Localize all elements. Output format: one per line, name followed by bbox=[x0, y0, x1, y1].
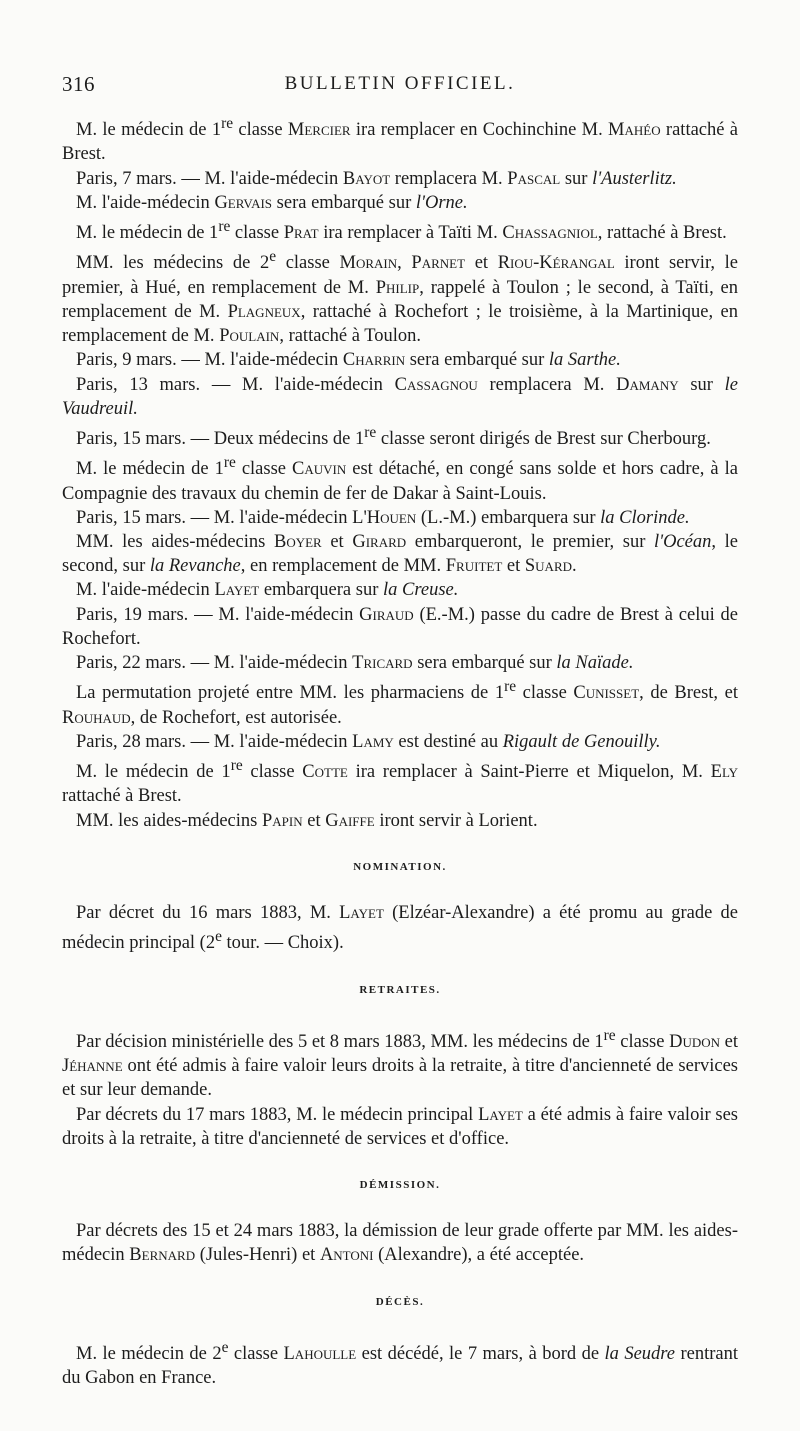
paragraph bbox=[62, 348, 738, 372]
text-run: embarqueront, le premier, sur bbox=[406, 532, 654, 553]
text-run: ira remplacer à Saint-Pierre et Miquelon, M. bbox=[347, 762, 711, 783]
ship-name: la Sarthe. bbox=[548, 350, 621, 371]
person-name: Chassagniol bbox=[502, 223, 598, 244]
superscript: re bbox=[223, 454, 236, 472]
text-run: sur bbox=[560, 168, 593, 189]
paragraph bbox=[62, 901, 738, 956]
text-run: remplacera M. bbox=[390, 168, 508, 189]
superscript: re bbox=[603, 1026, 616, 1044]
text-run: , rappelé à Toulon ; le second, à Taïti, en remplacement de M. bbox=[62, 277, 738, 322]
person-name: Mahéo bbox=[608, 120, 661, 141]
page-number: 316 bbox=[62, 72, 95, 96]
text-run: Par décision ministérielle des 5 et 8 mars 1883, MM. les médecins de 1 bbox=[76, 1031, 604, 1052]
text-run: , bbox=[397, 253, 412, 274]
ship-name: l'Océan bbox=[654, 532, 712, 553]
text-run: ira remplacer en Cochinchine M. bbox=[350, 120, 609, 141]
text-run: Paris, 22 mars. — M. l'aide-médecin bbox=[76, 653, 353, 674]
person-name: Gaiffe bbox=[325, 810, 375, 831]
ship-name: la Creuse. bbox=[383, 580, 459, 601]
person-name: Suard bbox=[524, 556, 572, 577]
text-run: a été admis à faire valoir ses droits à la retraite, à titre d'ancienneté de services et d'office. bbox=[62, 1104, 738, 1149]
person-name: Parnet bbox=[411, 253, 466, 274]
text-run: M. le médecin de 1 bbox=[76, 459, 224, 480]
paragraph bbox=[62, 809, 738, 833]
text-run: , de Brest, et bbox=[639, 683, 738, 704]
superscript: e bbox=[269, 248, 277, 266]
text-run: rentrant du Gabon en France. bbox=[62, 1343, 738, 1389]
ship-name: la Naïade. bbox=[556, 653, 634, 674]
paragraph bbox=[62, 603, 738, 651]
person-name: Lahoulle bbox=[283, 1343, 357, 1364]
person-name: Layet bbox=[214, 580, 260, 601]
text-run: Paris, 19 mars. — M. l'aide-médecin bbox=[76, 604, 360, 625]
text-run: sur bbox=[678, 374, 725, 395]
text-run: MM. les médecins de 2 bbox=[76, 253, 270, 274]
person-name: Girard bbox=[352, 532, 407, 553]
superscript: re bbox=[221, 115, 234, 132]
text-run: , rattaché à Rochefort ; le troisième, à la Martinique, en remplacement de M. bbox=[62, 301, 738, 347]
person-name: Damany bbox=[616, 374, 679, 395]
text-run: Paris, 13 mars. — M. l'aide-médecin bbox=[76, 374, 395, 395]
person-name: Cotte bbox=[302, 762, 348, 783]
paragraph bbox=[62, 675, 738, 730]
text-run: MM. les aides-médecins bbox=[76, 532, 274, 553]
superscript: re bbox=[364, 423, 377, 441]
paragraph bbox=[62, 1219, 738, 1267]
person-name: Mercier bbox=[287, 120, 351, 141]
text-run: (Alexandre), a été acceptée. bbox=[373, 1245, 585, 1266]
paragraph bbox=[62, 167, 738, 191]
person-name: Giraud bbox=[359, 604, 414, 625]
paragraph bbox=[62, 651, 738, 675]
text-run: iront servir à Lorient. bbox=[374, 810, 538, 831]
person-name: Tricard bbox=[352, 653, 413, 674]
person-name: Cauvin bbox=[292, 459, 347, 480]
paragraph bbox=[62, 506, 738, 530]
text-run: Par décrets du 17 mars 1883, M. le médecin principal bbox=[76, 1104, 479, 1125]
text-run: classe bbox=[615, 1031, 670, 1052]
text-run: classe bbox=[233, 120, 288, 141]
text-run: sera embarqué sur bbox=[412, 653, 557, 674]
text-run: . bbox=[572, 556, 577, 577]
text-run: sera embarqué sur bbox=[405, 350, 549, 371]
text-run: M. l'aide-médecin bbox=[76, 580, 215, 601]
text-run: rattaché à Brest. bbox=[62, 786, 182, 807]
text-run: Paris, 28 mars. — M. l'aide-médecin bbox=[76, 731, 353, 752]
section-heading: DÉCÈS. bbox=[375, 1295, 425, 1308]
person-name: Prat bbox=[283, 223, 319, 244]
text-run: M. le médecin de 1 bbox=[76, 120, 222, 141]
text-run: M. le médecin de 2 bbox=[76, 1343, 222, 1364]
text-run: classe bbox=[242, 762, 303, 783]
text-run: ont été admis à faire valoir leurs droits à la retraite, à titre d'ancienneté de services et sur leur demande. bbox=[62, 1056, 738, 1101]
person-name: Boyer bbox=[273, 532, 322, 553]
ship-name: la Seudre bbox=[604, 1343, 676, 1364]
person-name: Cassagnou bbox=[394, 374, 478, 395]
text-run: classe bbox=[276, 253, 340, 274]
person-name: Layet bbox=[478, 1104, 523, 1125]
section-heading: RETRAITES. bbox=[359, 983, 441, 996]
superscript: re bbox=[218, 217, 231, 235]
text-run: rattaché à Brest. bbox=[62, 120, 739, 165]
text-run: Paris, 9 mars. — M. l'aide-médecin bbox=[76, 350, 343, 371]
person-name: Lamy bbox=[352, 731, 394, 752]
body-text bbox=[62, 112, 738, 1390]
ship-name: la Clorinde. bbox=[600, 507, 690, 528]
text-run: MM. les aides-médecins bbox=[76, 810, 262, 831]
text-run: classe bbox=[228, 1343, 284, 1364]
text-run: embarquera sur bbox=[259, 580, 383, 601]
person-name: L'Houen bbox=[352, 507, 417, 528]
section-heading: DÉMISSION. bbox=[359, 1178, 441, 1191]
ship-name: l'Austerlitz. bbox=[592, 168, 677, 189]
text-run: classe bbox=[235, 459, 293, 480]
person-name: Papin bbox=[262, 810, 303, 831]
paragraph bbox=[62, 215, 738, 245]
text-run: , le second, sur bbox=[62, 532, 738, 577]
paragraph bbox=[62, 578, 738, 602]
paragraph bbox=[62, 421, 738, 451]
text-run: et bbox=[720, 1031, 738, 1052]
person-name: Morain bbox=[339, 253, 398, 274]
text-run: M. l'aide-médecin bbox=[76, 192, 215, 213]
text-run: Paris, 15 mars. — Deux médecins de 1 bbox=[76, 429, 365, 450]
ship-name: la Revanche bbox=[149, 556, 241, 577]
person-name: Fruitet bbox=[445, 556, 503, 577]
person-name: Charrin bbox=[342, 350, 406, 371]
person-name: Ely bbox=[710, 762, 738, 783]
text-run: , en remplacement de MM. bbox=[240, 556, 446, 577]
paragraph bbox=[62, 1103, 738, 1151]
text-run: classe bbox=[516, 683, 574, 704]
text-run: (Elzéar-Alexandre) a été promu au grade de médecin principal (2 bbox=[62, 902, 738, 954]
text-run: , rattaché à Toulon. bbox=[279, 326, 421, 347]
person-name: Pascal bbox=[507, 168, 561, 189]
text-run: et bbox=[302, 810, 326, 831]
paragraph bbox=[62, 1336, 738, 1391]
text-run: (Jules-Henri) et bbox=[195, 1245, 320, 1266]
paragraph bbox=[62, 373, 738, 421]
text-run: (E.-M.) passe du cadre de Brest à celui de Rochefort. bbox=[62, 604, 739, 649]
text-run: M. le médecin de 1 bbox=[76, 223, 219, 244]
text-run: Paris, 15 mars. — M. l'aide-médecin bbox=[76, 507, 353, 528]
superscript: re bbox=[230, 757, 243, 775]
text-run: remplacera M. bbox=[477, 374, 617, 395]
person-name: Antoni bbox=[319, 1245, 374, 1266]
text-run: classe seront dirigés de Brest sur Cherbourg. bbox=[376, 429, 711, 450]
superscript: e bbox=[221, 1338, 229, 1356]
text-run: iront servir, le premier, à Hué, en remplacement de M. bbox=[62, 253, 738, 298]
person-name: Plagneux bbox=[227, 301, 301, 322]
text-run: classe bbox=[230, 223, 284, 244]
text-run: , de Rochefort, est autorisée. bbox=[130, 707, 342, 728]
paragraph bbox=[62, 245, 738, 348]
text-run: et bbox=[321, 532, 353, 553]
paragraph bbox=[62, 754, 738, 809]
person-name: Philip bbox=[375, 277, 420, 298]
text-run: Par décrets des 15 et 24 mars 1883, la démission de leur grade offerte par MM. les aides-médecin bbox=[62, 1221, 738, 1266]
ship-name: le Vaudreuil. bbox=[62, 374, 738, 419]
person-name: Poulain bbox=[219, 326, 280, 347]
text-run: et bbox=[502, 556, 525, 577]
text-run: Paris, 7 mars. — M. l'aide-médecin bbox=[76, 168, 343, 189]
person-name: Gervais bbox=[214, 192, 273, 213]
text-run: M. le médecin de 1 bbox=[76, 762, 231, 783]
person-name: Bayot bbox=[342, 168, 391, 189]
page-header bbox=[62, 72, 738, 102]
person-name: Jéhanne bbox=[62, 1056, 123, 1077]
person-name: Dudon bbox=[669, 1031, 720, 1052]
paragraph bbox=[62, 112, 738, 167]
text-run: ira remplacer à Taïti M. bbox=[318, 223, 503, 244]
text-run: , rattaché à Brest. bbox=[597, 223, 727, 244]
text-run: La permutation projeté entre MM. les pharmaciens de 1 bbox=[76, 683, 505, 704]
text-run: est détaché, en congé sans solde et hors cadre, à la Compagnie des travaux du chemin de fer de Dakar à Saint-Louis. bbox=[62, 459, 738, 504]
text-run: Par décret du 16 mars 1883, M. bbox=[76, 902, 340, 923]
person-name: Riou-Kérangal bbox=[497, 253, 615, 274]
paragraph bbox=[62, 730, 738, 754]
person-name: Bernard bbox=[129, 1245, 196, 1266]
person-name: Cunisset bbox=[573, 683, 640, 704]
section-heading: NOMINATION. bbox=[353, 860, 447, 873]
text-run: tour. — Choix). bbox=[221, 933, 344, 954]
superscript: e bbox=[215, 928, 222, 946]
paragraph bbox=[62, 530, 738, 578]
paragraph bbox=[62, 1024, 738, 1103]
text-run: et bbox=[465, 253, 498, 274]
text-run: (L.-M.) embarquera sur bbox=[416, 507, 601, 528]
text-run: est destiné au bbox=[393, 731, 503, 752]
ship-name: Rigault de Genouilly. bbox=[502, 731, 661, 752]
person-name: Layet bbox=[339, 902, 384, 923]
paragraph bbox=[62, 451, 738, 506]
paragraph bbox=[62, 191, 738, 215]
text-run: est décédé, le 7 mars, à bord de bbox=[356, 1343, 605, 1364]
superscript: re bbox=[504, 678, 517, 696]
ship-name: l'Orne. bbox=[415, 192, 468, 213]
person-name: Rouhaud bbox=[62, 707, 131, 728]
running-title: BULLETIN OFFICIEL. bbox=[284, 73, 516, 94]
text-run: sera embarqué sur bbox=[272, 192, 416, 213]
